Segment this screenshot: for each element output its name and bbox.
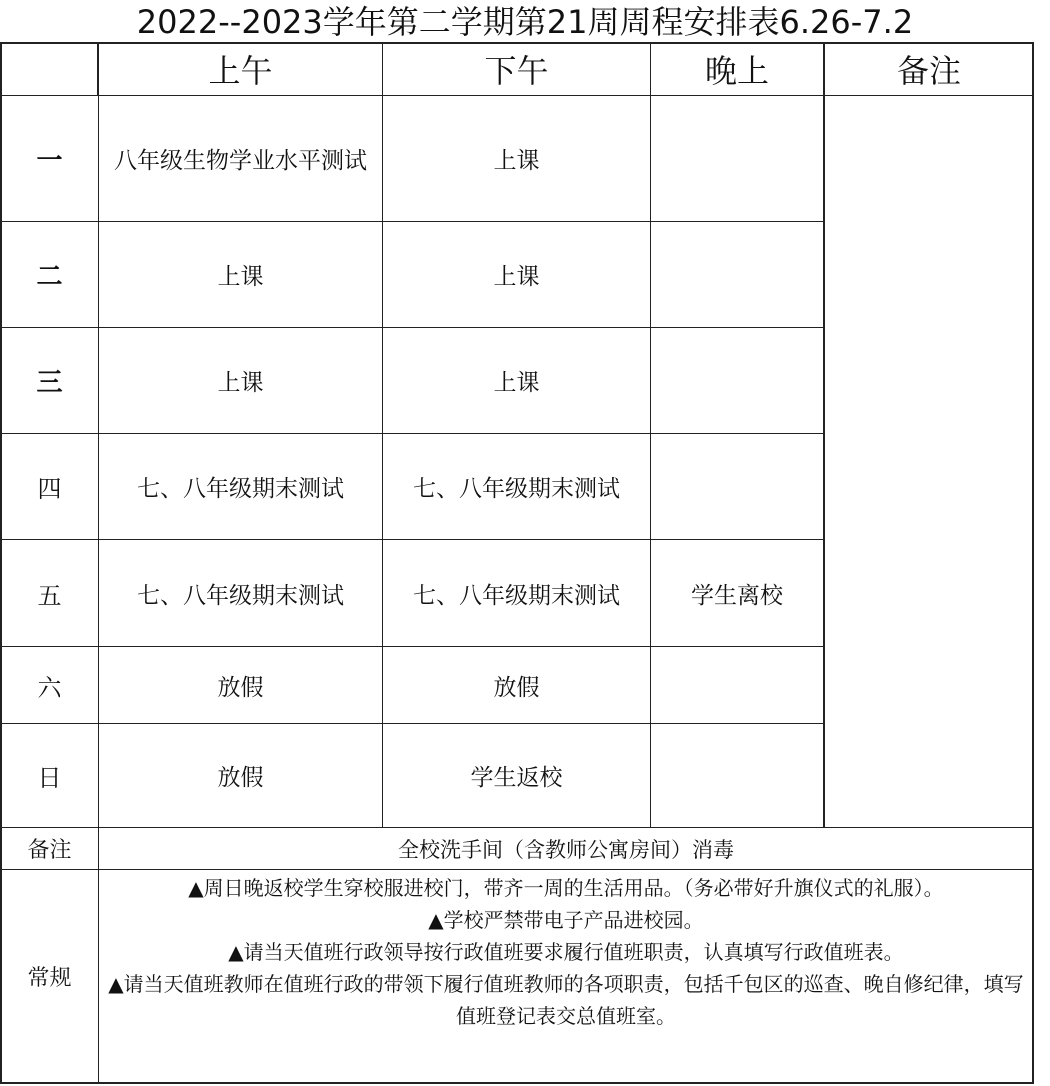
sun-morning: 放假 — [98, 723, 383, 828]
sat-afternoon: 放假 — [382, 646, 651, 724]
thu-evening — [650, 433, 824, 540]
routine-line-4: ▲请当天值班教师在值班行政的带领下履行值班教师的各项职责，包括千包区的巡查、晚自修纪律，填写值班登记表交总值班室。 — [108, 972, 1024, 1028]
header-afternoon: 下午 — [382, 42, 651, 96]
day-label-fri: 五 — [0, 539, 99, 647]
sat-morning: 放假 — [98, 646, 383, 724]
day-label-tue: 二 — [0, 221, 99, 328]
day-label-wed: 三 — [0, 327, 99, 434]
fri-morning: 七、八年级期末测试 — [98, 539, 383, 647]
remarks-row-label: 备注 — [0, 827, 99, 870]
routine-content — [98, 869, 1034, 1084]
header-morning: 上午 — [98, 42, 383, 96]
routine-line-3: ▲请当天值班行政领导按行政值班要求履行值班职责，认真填写行政值班表。 — [228, 940, 904, 964]
day-label-sat: 六 — [0, 646, 99, 724]
remarks-row-content: 全校洗手间（含教师公寓房间）消毒 — [98, 827, 1034, 870]
sun-evening — [650, 723, 824, 828]
day-label-thu: 四 — [0, 433, 99, 540]
fri-afternoon: 七、八年级期末测试 — [382, 539, 651, 647]
routine-line-2: ▲学校严禁带电子产品进校园。 — [428, 908, 704, 932]
header-evening: 晚上 — [650, 42, 824, 96]
fri-evening: 学生离校 — [650, 539, 824, 647]
routine-line-1: ▲周日晚返校学生穿校服进校门，带齐一周的生活用品。（务必带好升旗仪式的礼服）。 — [188, 876, 944, 900]
header-corner-cell — [0, 42, 98, 96]
mon-afternoon: 上课 — [382, 95, 651, 222]
wed-afternoon: 上课 — [382, 327, 651, 434]
tue-morning: 上课 — [98, 221, 383, 328]
header-remarks: 备注 — [823, 42, 1034, 96]
day-label-mon: 一 — [0, 95, 99, 222]
remarks-column-cell — [823, 95, 1034, 828]
thu-afternoon: 七、八年级期末测试 — [382, 433, 651, 540]
tue-afternoon: 上课 — [382, 221, 651, 328]
wed-evening — [650, 327, 824, 434]
day-label-sun: 日 — [0, 723, 99, 828]
routine-label: 常规 — [0, 869, 99, 1084]
mon-morning: 八年级生物学业水平测试 — [98, 95, 383, 222]
thu-morning: 七、八年级期末测试 — [98, 433, 383, 540]
sat-evening — [650, 646, 824, 724]
tue-evening — [650, 221, 824, 328]
page-title: 2022--2023学年第二学期第21周周程安排表6.26-7.2 — [136, 3, 914, 41]
sun-afternoon: 学生返校 — [382, 723, 651, 828]
wed-morning: 上课 — [98, 327, 383, 434]
mon-evening — [650, 95, 824, 222]
